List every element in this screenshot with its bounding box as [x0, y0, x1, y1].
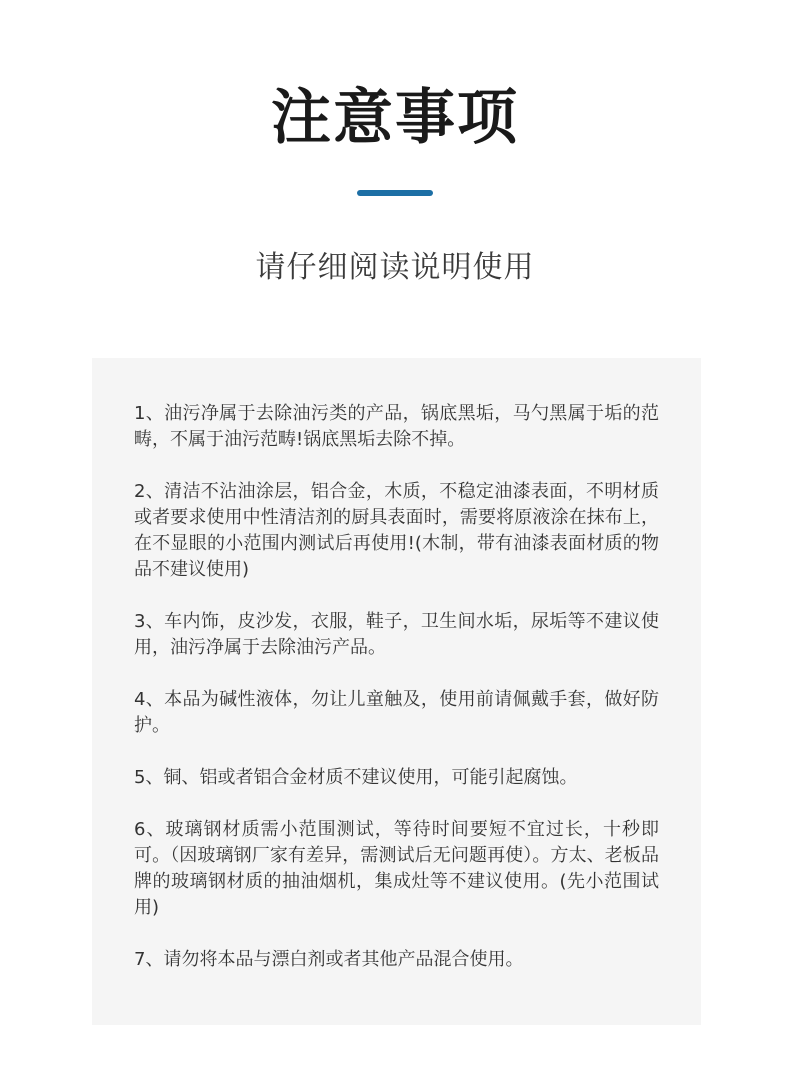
note-item-2: 2、清洁不沾油涂层，铝合金，木质，不稳定油漆表面，不明材质或者要求使用中性清洁剂的厨具表面时，需要将原液涂在抹布上，在不显眼的小范围内测试后再使用!(木制，带有油漆表面材质的物品不建议使用) — [134, 481, 659, 580]
note-item-3: 3、车内饰，皮沙发，衣服，鞋子，卫生间水垢，尿垢等不建议使用，油污净属于去除油污产品。 — [134, 611, 659, 658]
notes-panel — [92, 358, 701, 1025]
note-item-5: 5、铜、铝或者铝合金材质不建议使用，可能引起腐蚀。 — [134, 767, 578, 788]
note-item-6: 6、玻璃钢材质需小范围测试，等待时间要短不宜过长，十秒即可。（因玻璃钢厂家有差异，需测试后无问题再使）。方太、老板品牌的玻璃钢材质的抽油烟机，集成灶等不建议使用。(先小范围试用) — [134, 819, 659, 918]
note-item-1: 1、油污净属于去除油污类的产品，锅底黑垢，马勺黑属于垢的范畴，不属于油污范畴!锅底黑垢去除不掉。 — [134, 403, 659, 450]
title-accent-bar — [357, 190, 433, 196]
note-item-7: 7、请勿将本品与漂白剂或者其他产品混合使用。 — [134, 949, 524, 970]
page-subtitle: 请仔细阅读说明使用 — [255, 250, 535, 285]
page-title: 注意事项 — [271, 83, 519, 153]
note-item-4: 4、本品为碱性液体，勿让儿童触及，使用前请佩戴手套，做好防护。 — [134, 689, 659, 736]
